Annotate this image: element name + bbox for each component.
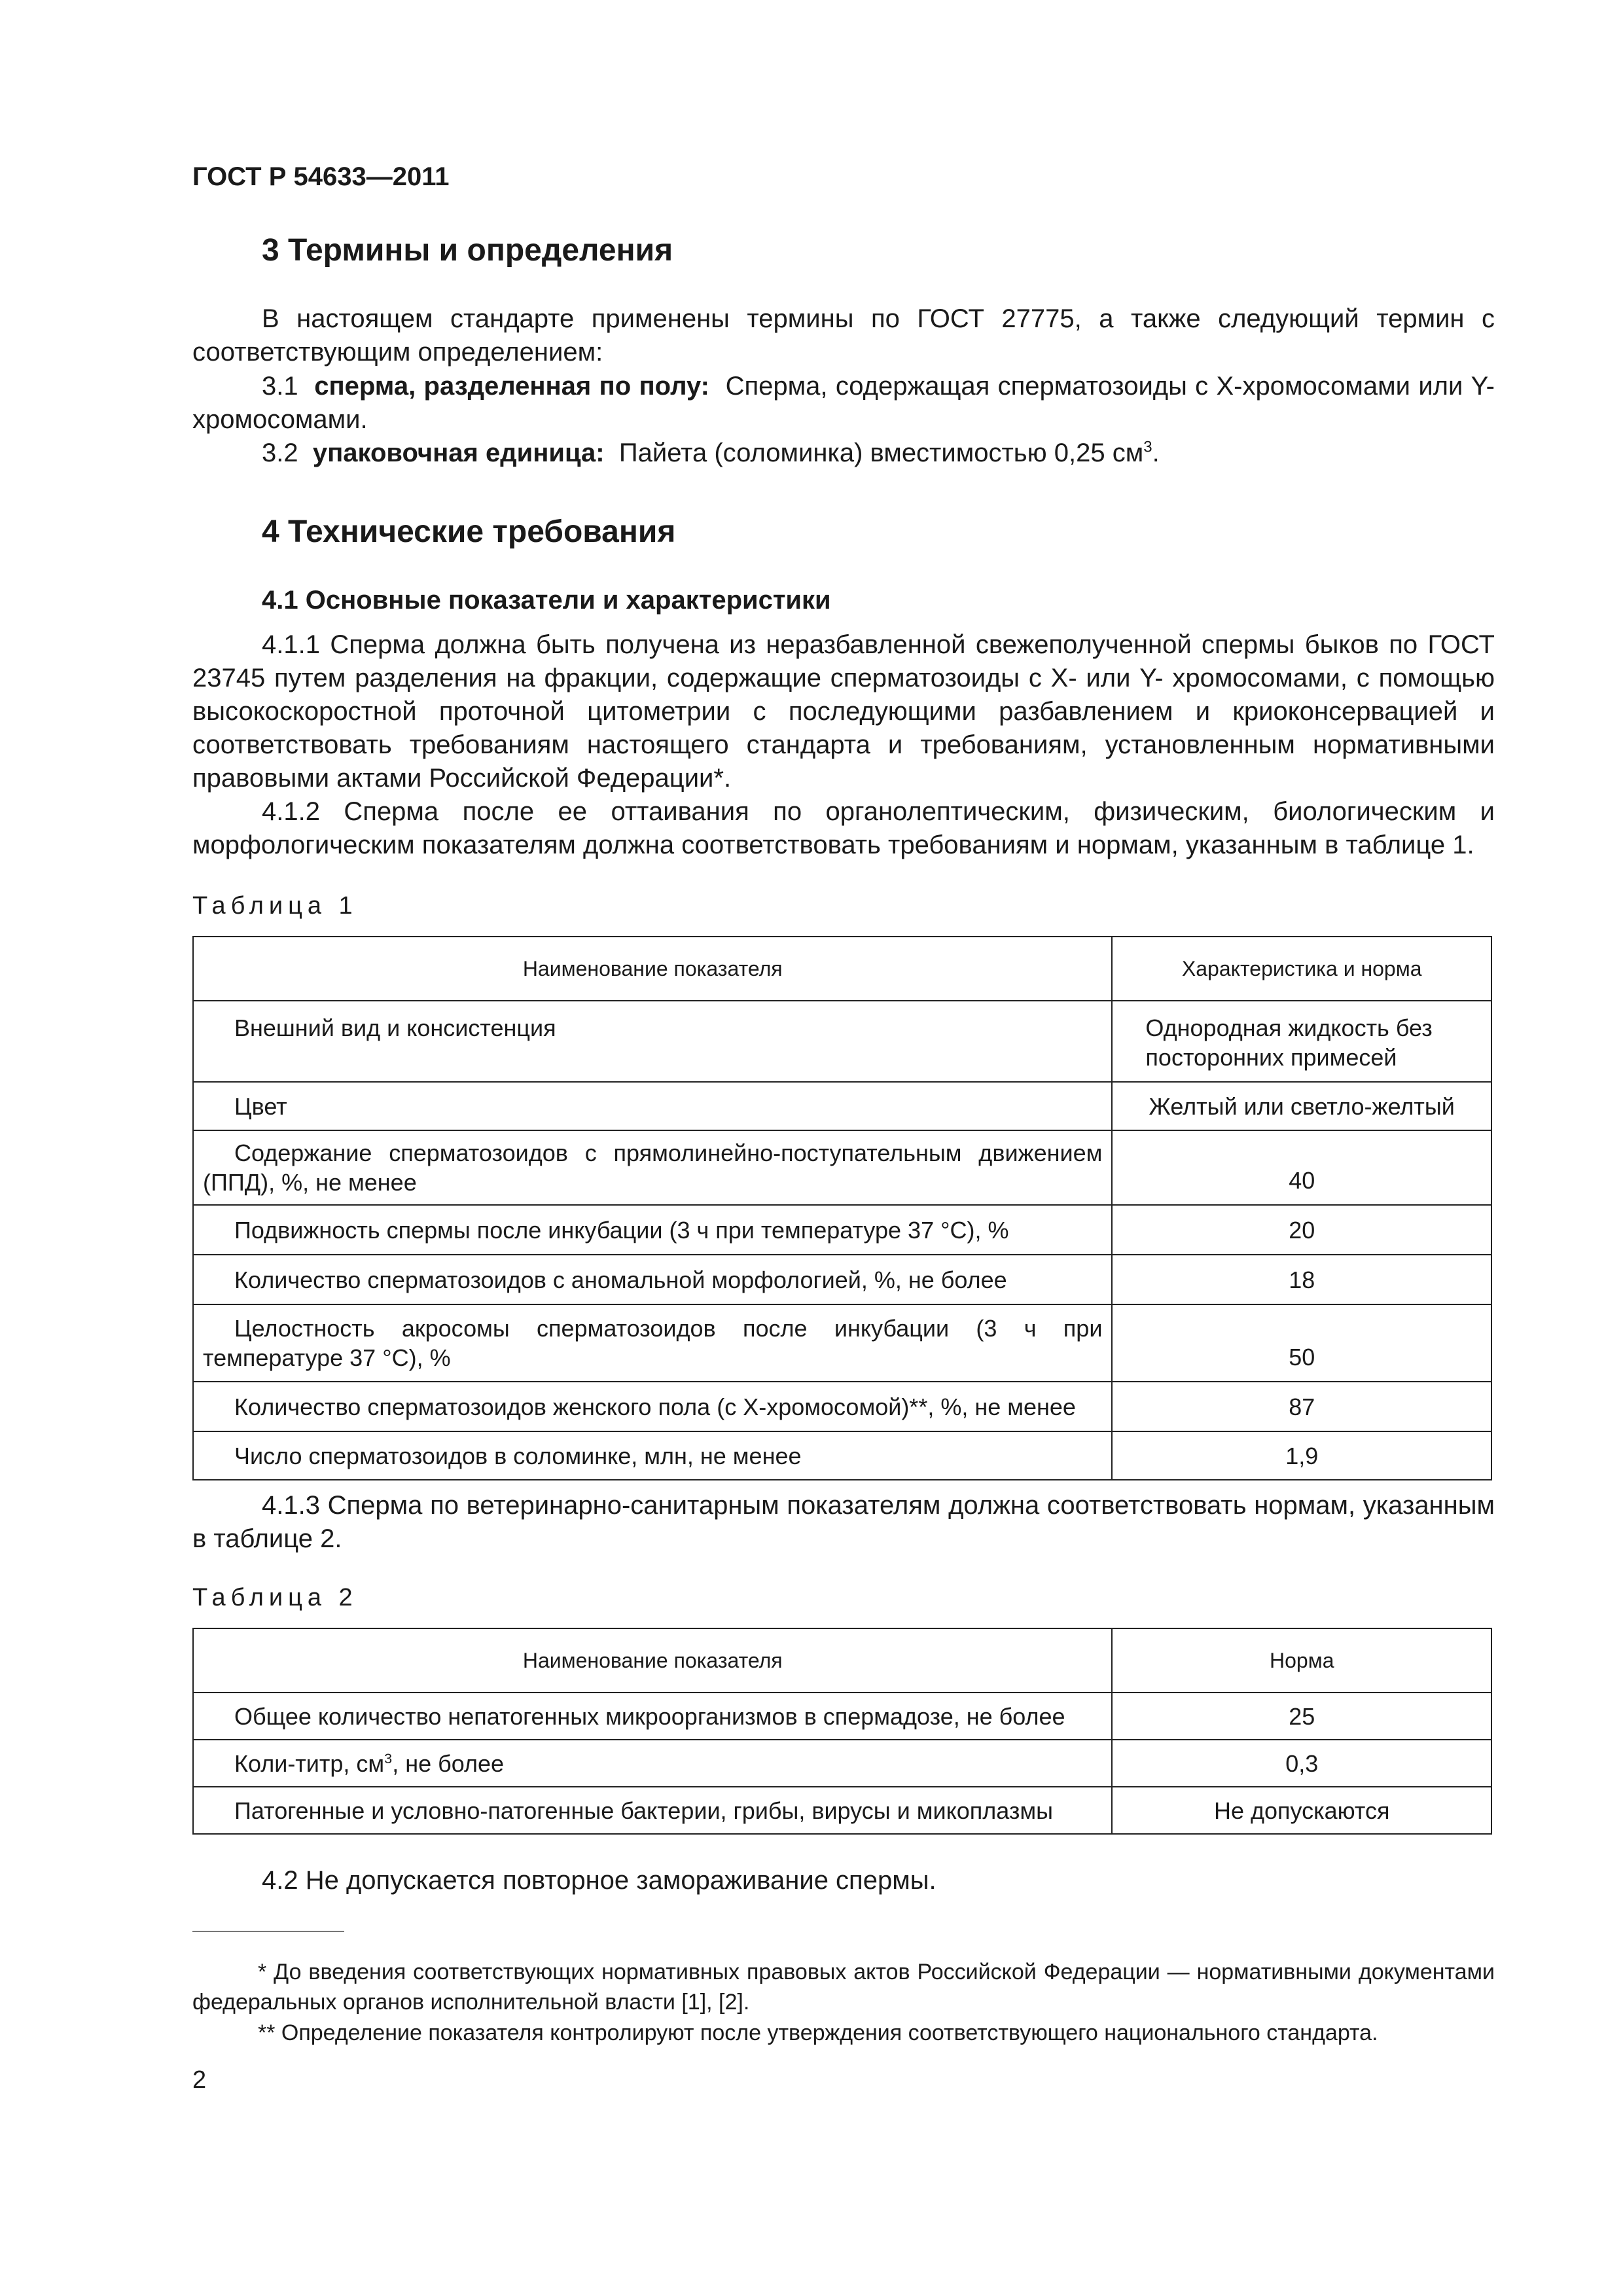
term-3-1-number: 3.1 <box>262 372 298 401</box>
table-1-caption: Таблица 1 <box>192 892 358 920</box>
table-1-row-7-name: Количество сперматозоидов женского пола (с Х-хромосомой)**, %, не менее <box>193 1382 1112 1431</box>
paragraph-4-2: 4.2 Не допускается повторное замораживание спермы. <box>262 1866 936 1895</box>
table-2-row-2-suffix: , не более <box>392 1749 504 1777</box>
table-row <box>193 1082 1491 1130</box>
section-4-1-title: 4.1 Основные показатели и характеристики <box>262 586 831 615</box>
table-1 <box>192 936 1492 1480</box>
table-1-row-4-value: 20 <box>1112 1205 1491 1255</box>
table-1-row-3-name: Содержание сперматозоидов с прямолинейно-поступательным движением (ППД), %, не менее <box>193 1130 1112 1205</box>
table-1-row-2-name: Цвет <box>193 1082 1112 1130</box>
term-3-2-superscript: 3 <box>1143 438 1152 456</box>
table-1-row-2-value: Желтый или светло-желтый <box>1112 1082 1491 1130</box>
term-3-2-definition: Пайета (соломинка) вместимостью 0,25 см <box>618 439 1144 467</box>
table-row <box>193 1431 1491 1480</box>
table-2-row-1-value: 25 <box>1112 1693 1491 1740</box>
term-3-2-term: упаковочная единица: <box>312 439 605 467</box>
table-1-header-value: Характеристика и норма <box>1112 937 1491 1001</box>
table-row <box>193 1740 1491 1787</box>
table-2-row-2-value: 0,3 <box>1112 1740 1491 1787</box>
table-1-header-name: Наименование показателя <box>193 937 1112 1001</box>
table-2-row-2-label: Коли-титр, см <box>234 1749 385 1777</box>
table-2-header-value: Норма <box>1112 1628 1491 1693</box>
table-1-row-7-value: 87 <box>1112 1382 1491 1431</box>
table-1-row-6-name: Целостность акросомы сперматозоидов после инкубации (3 ч при температуре 37 °С), % <box>193 1304 1112 1382</box>
term-3-1 <box>192 370 1495 437</box>
footnote-divider <box>192 1931 344 1932</box>
table-1-row-8-name: Число сперматозоидов в соломинке, млн, не менее <box>193 1431 1112 1480</box>
table-row <box>193 1205 1491 1255</box>
paragraph-4-1-2: 4.1.2 Сперма после ее оттаивания по органолептическим, физическим, биологическим и морфологическим показателям должна соответствовать требованиям и нормам, указанным в таблице 1. <box>192 797 1495 859</box>
footnote-1: * До введения соответствующих нормативных правовых актов Российской Федерации — нормативными документами федеральных органов исполнительной власти [1], [2]. <box>192 1960 1495 2015</box>
table-2-row-2-name <box>193 1740 1112 1787</box>
table-2-header-row <box>193 1628 1491 1693</box>
table-row <box>193 1001 1491 1082</box>
table-1-row-6-value: 50 <box>1112 1304 1491 1382</box>
term-3-2 <box>192 437 1495 470</box>
table-row <box>193 1693 1491 1740</box>
table-1-row-5-value: 18 <box>1112 1255 1491 1304</box>
table-1-row-4-name: Подвижность спермы после инкубации (3 ч при температуре 37 °С), % <box>193 1205 1112 1255</box>
table-1-row-5-name: Количество сперматозоидов с аномальной морфологией, %, не более <box>193 1255 1112 1304</box>
table-2-row-3-value: Не допускаются <box>1112 1787 1491 1834</box>
table-row <box>193 1382 1491 1431</box>
paragraph-4-1-3: 4.1.3 Сперма по ветеринарно-санитарным показателям должна соответствовать нормам, указанным в таблице 2. <box>192 1491 1495 1553</box>
term-3-1-term: сперма, разделенная по полу: <box>314 372 709 401</box>
table-2 <box>192 1628 1492 1835</box>
table-1-row-8-value: 1,9 <box>1112 1431 1491 1480</box>
table-row <box>193 1304 1491 1382</box>
table-row <box>193 1787 1491 1834</box>
table-row <box>193 1130 1491 1205</box>
table-row <box>193 1255 1491 1304</box>
term-3-2-end: . <box>1152 439 1160 467</box>
term-3-1-definition: Сперма, содержащая сперматозоиды с Х-хромосомами или Y-хромосомами. <box>192 372 1495 434</box>
section-3-intro: В настоящем стандарте применены термины по ГОСТ 27775, а также следующий термин с соответствующим определением: <box>192 304 1495 367</box>
footnote-2: ** Определение показателя контролируют после утверждения соответствующего национального стандарта. <box>258 2020 1378 2045</box>
table-2-row-2-superscript: 3 <box>384 1749 393 1767</box>
table-1-row-3-value: 40 <box>1112 1130 1491 1205</box>
table-2-row-1-name: Общее количество непатогенных микроорганизмов в спермадозе, не более <box>193 1693 1112 1740</box>
table-2-header-name: Наименование показателя <box>193 1628 1112 1693</box>
section-4-title: 4 Технические требования <box>262 514 676 549</box>
document-code: ГОСТ Р 54633—2011 <box>192 162 450 191</box>
table-1-row-1-value: Однородная жидкость без посторонних примесей <box>1112 1001 1491 1082</box>
table-2-row-3-name: Патогенные и условно-патогенные бактерии, грибы, вирусы и микоплазмы <box>193 1787 1112 1834</box>
table-1-header-row <box>193 937 1491 1001</box>
table-1-row-1-name: Внешний вид и консистенция <box>193 1001 1112 1082</box>
paragraph-4-1-1: 4.1.1 Сперма должна быть получена из неразбавленной свежеполученной спермы быков по ГОСТ 23745 путем разделения на фракции, содержащие сперматозоиды с Х- или Y- хромосомами, с помощью высокоскоростной проточной цитометрии с последующими разбавлением и криоконсервацией и соответствовать требованиям настоящего стандарта и требованиям, установленным нормативными правовыми актами Российской Федерации*. <box>192 630 1495 793</box>
table-2-caption: Таблица 2 <box>192 1584 358 1611</box>
term-3-2-number: 3.2 <box>262 439 298 467</box>
page-number: 2 <box>192 2066 207 2094</box>
section-3-title: 3 Термины и определения <box>262 233 673 268</box>
